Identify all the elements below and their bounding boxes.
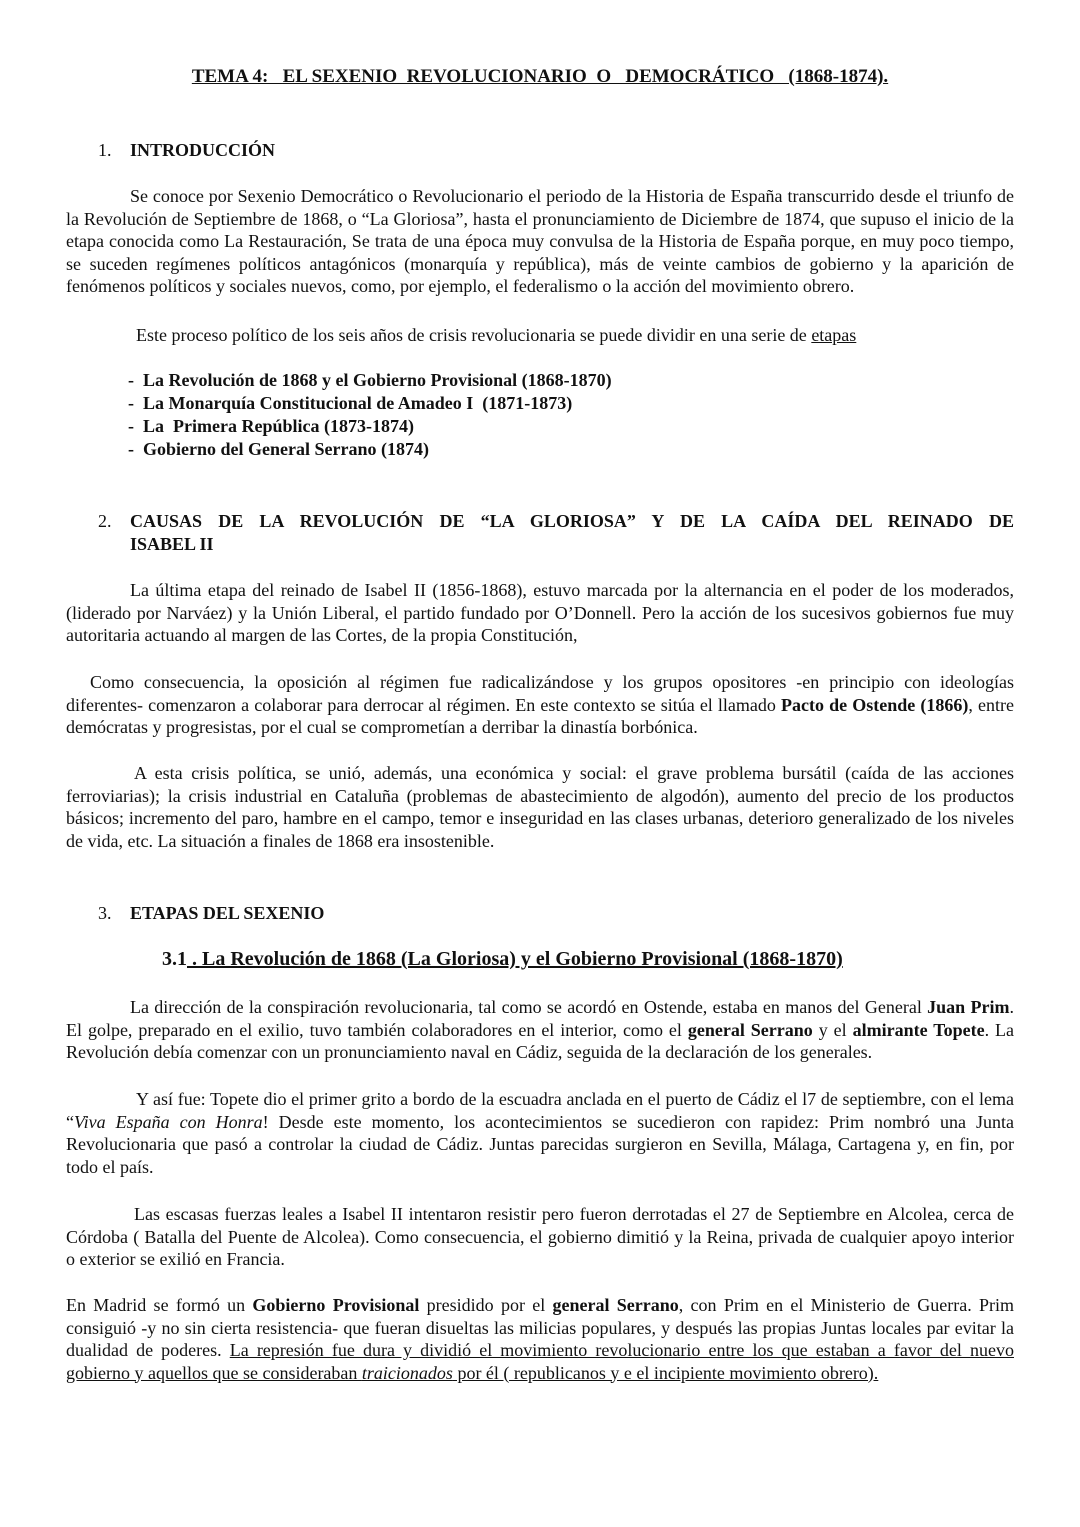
text-run: Como consecuencia, la oposición al régimen fue radicalizándose y los grupos opositores -en principio con ideologías diferentes- comenzaron a colaborar para derrocar al régimen. En este contexto se sitúa el llamado bbox=[66, 672, 1014, 715]
text-run: y el bbox=[812, 1019, 853, 1040]
etapas-link-text: etapas bbox=[811, 325, 857, 345]
text-run: . La Revolución debía comenzar con un pronunciamiento naval en Cádiz, seguida de la declaración de los generales. bbox=[66, 1019, 1015, 1062]
stages-list bbox=[128, 369, 612, 461]
section-number: 2. bbox=[98, 511, 112, 531]
topete-paragraph bbox=[66, 1088, 1014, 1178]
bold-term: general Serrano bbox=[687, 1019, 813, 1040]
bold-term: Gobierno Provisional bbox=[252, 1295, 420, 1315]
text-run: , entre demócratas y progresistas, por el cual se comprometían a derribar la dinastía borbónica. bbox=[66, 694, 1014, 737]
underlined-text: La represión fue dura y dividió el movimiento revolucionario entre los que estaban a favor del nuevo gobierno y aquellos que se consideraban bbox=[66, 1340, 1014, 1383]
subsection-heading bbox=[162, 948, 843, 971]
bold-term: almirante Topete bbox=[852, 1019, 985, 1040]
text-run: . El golpe, preparado en el exilio, tuvo también colaboradores en el interior, como el bbox=[66, 997, 1014, 1040]
text-run: Y así fue: Topete dio el primer grito a bordo de la escuadra anclada en el puerto de Cádiz el l7 de septiembre, con el lema “ bbox=[66, 1089, 1014, 1132]
text-run: La dirección de la conspiración revolucionaria, tal como se acordó en Ostende, estaba en manos del General bbox=[130, 997, 928, 1017]
subsection-number: 3.1 bbox=[162, 948, 187, 970]
section-2-heading bbox=[98, 510, 1014, 555]
intro-paragraph: Se conoce por Sexenio Democrático o Revolucionario el periodo de la Historia de España transcurrido desde el triunfo de la Revolución de Septiembre de 1868, o “La Gloriosa”, hasta el pronunciamiento de Diciembre de 1874, que supuso el inicio de la etapa conocida como La Restauración, Se trata de una época muy convulsa de la Historia de España porque, en muy poco tiempo, se suceden regímenes políticos antagónicos (monarquía y república), más de veinte cambios de gobierno y la aparición de fenómenos políticos y sociales nuevos, como, por ejemplo, el federalismo o la acción del movimiento obrero. bbox=[66, 186, 1014, 296]
text-run: , con Prim en el Ministerio de Guerra. Prim consiguió -y no sin cierta resistencia- que fueran disueltas las milicias populares, y después las propias Juntas locales par evitar la dualidad de poderes. bbox=[66, 1295, 1014, 1360]
causes-paragraph: La última etapa del reinado de Isabel II (1856-1868), estuvo marcada por la alternancia en el poder de los moderados, (liderado por Narváez) y la Unión Liberal, el partido fundado por O’Donnell. Pero la acción de los sucesivos gobiernos fue muy autoritaria actuando al margen de las Cortes, de la propia Constitución, bbox=[66, 580, 1014, 645]
bold-term: Pacto de Ostende (1866) bbox=[781, 694, 969, 715]
section-title-continuation: ISABEL II bbox=[130, 533, 214, 554]
text-run: Este proceso político de los seis años de crisis revolucionaria se puede dividir en una serie de bbox=[136, 325, 812, 345]
section-title: INTRODUCCIÓN bbox=[130, 140, 276, 160]
section-number: 3. bbox=[98, 903, 112, 923]
subsection-title: . La Revolución de 1868 (La Gloriosa) y el Gobierno Provisional (1868-1870) bbox=[187, 948, 843, 970]
alcolea-paragraph: Las escasas fuerzas leales a Isabel II intentaron resistir pero fueron derrotadas el 27 de Septiembre en Alcolea, cerca de Córdoba ( Batalla del Puente de Alcolea). Como consecuencia, el gobierno dimitió y la Reina, privada de cualquier apoyo interior o exterior se exilió en Francia. bbox=[66, 1204, 1014, 1269]
underlined-italic-term: traicionados bbox=[361, 1362, 453, 1383]
text-run: En Madrid se formó un bbox=[66, 1295, 253, 1315]
conspiracy-paragraph bbox=[66, 996, 1014, 1064]
section-number: 1. bbox=[98, 140, 112, 160]
italic-term: Viva España con Honra bbox=[74, 1111, 263, 1132]
list-item: - La Primera República (1873-1874) bbox=[128, 416, 414, 436]
bold-term: general Serrano bbox=[552, 1295, 679, 1315]
provisional-government-paragraph bbox=[66, 1294, 1014, 1384]
section-3-heading bbox=[98, 902, 324, 925]
text-run: presidido por el bbox=[419, 1295, 553, 1315]
section-title: CAUSAS DE LA REVOLUCIÓN DE “LA GLORIOSA” Y DE LA CAÍDA DEL REINADO DE bbox=[130, 511, 1014, 531]
ostende-paragraph bbox=[66, 671, 1014, 739]
list-item: - Gobierno del General Serrano (1874) bbox=[128, 439, 429, 459]
text-run: ! Desde este momento, los acontecimientos se sucedieron con rapidez: Prim nombró una Junta Revolucionaria que pasó a controlar la ciudad de Cádiz. Juntas parecidas surgieron en Sevilla, Málaga, Cartagena y, en fin, por todo el país. bbox=[66, 1111, 1014, 1177]
page-title: TEMA 4: EL SEXENIO REVOLUCIONARIO O DEMOCRÁTICO (1868-1874). bbox=[191, 66, 889, 87]
bold-term: Juan Prim bbox=[927, 997, 1010, 1017]
list-item: - La Monarquía Constitucional de Amadeo I (1871-1873) bbox=[128, 393, 573, 413]
underlined-text: por él ( republicanos y e el incipiente movimiento obrero). bbox=[452, 1362, 879, 1383]
list-item: - La Revolución de 1868 y el Gobierno Provisional (1868-1870) bbox=[128, 370, 612, 390]
intro-stages-paragraph bbox=[66, 324, 1014, 347]
crisis-paragraph: A esta crisis política, se unió, además, una económica y social: el grave problema bursátil (caída de las acciones ferroviarias); la crisis industrial en Cataluña (problemas de abastecimiento de algodón), aumento del precio de los productos básicos; incremento del paro, hambre en el campo, temor e inseguridad en las clases urbanas, deterioro generalizado de los niveles de vida, etc. La situación a finales de 1868 era insostenible. bbox=[66, 763, 1014, 851]
section-title: ETAPAS DEL SEXENIO bbox=[130, 903, 325, 923]
section-1-heading bbox=[98, 139, 275, 162]
